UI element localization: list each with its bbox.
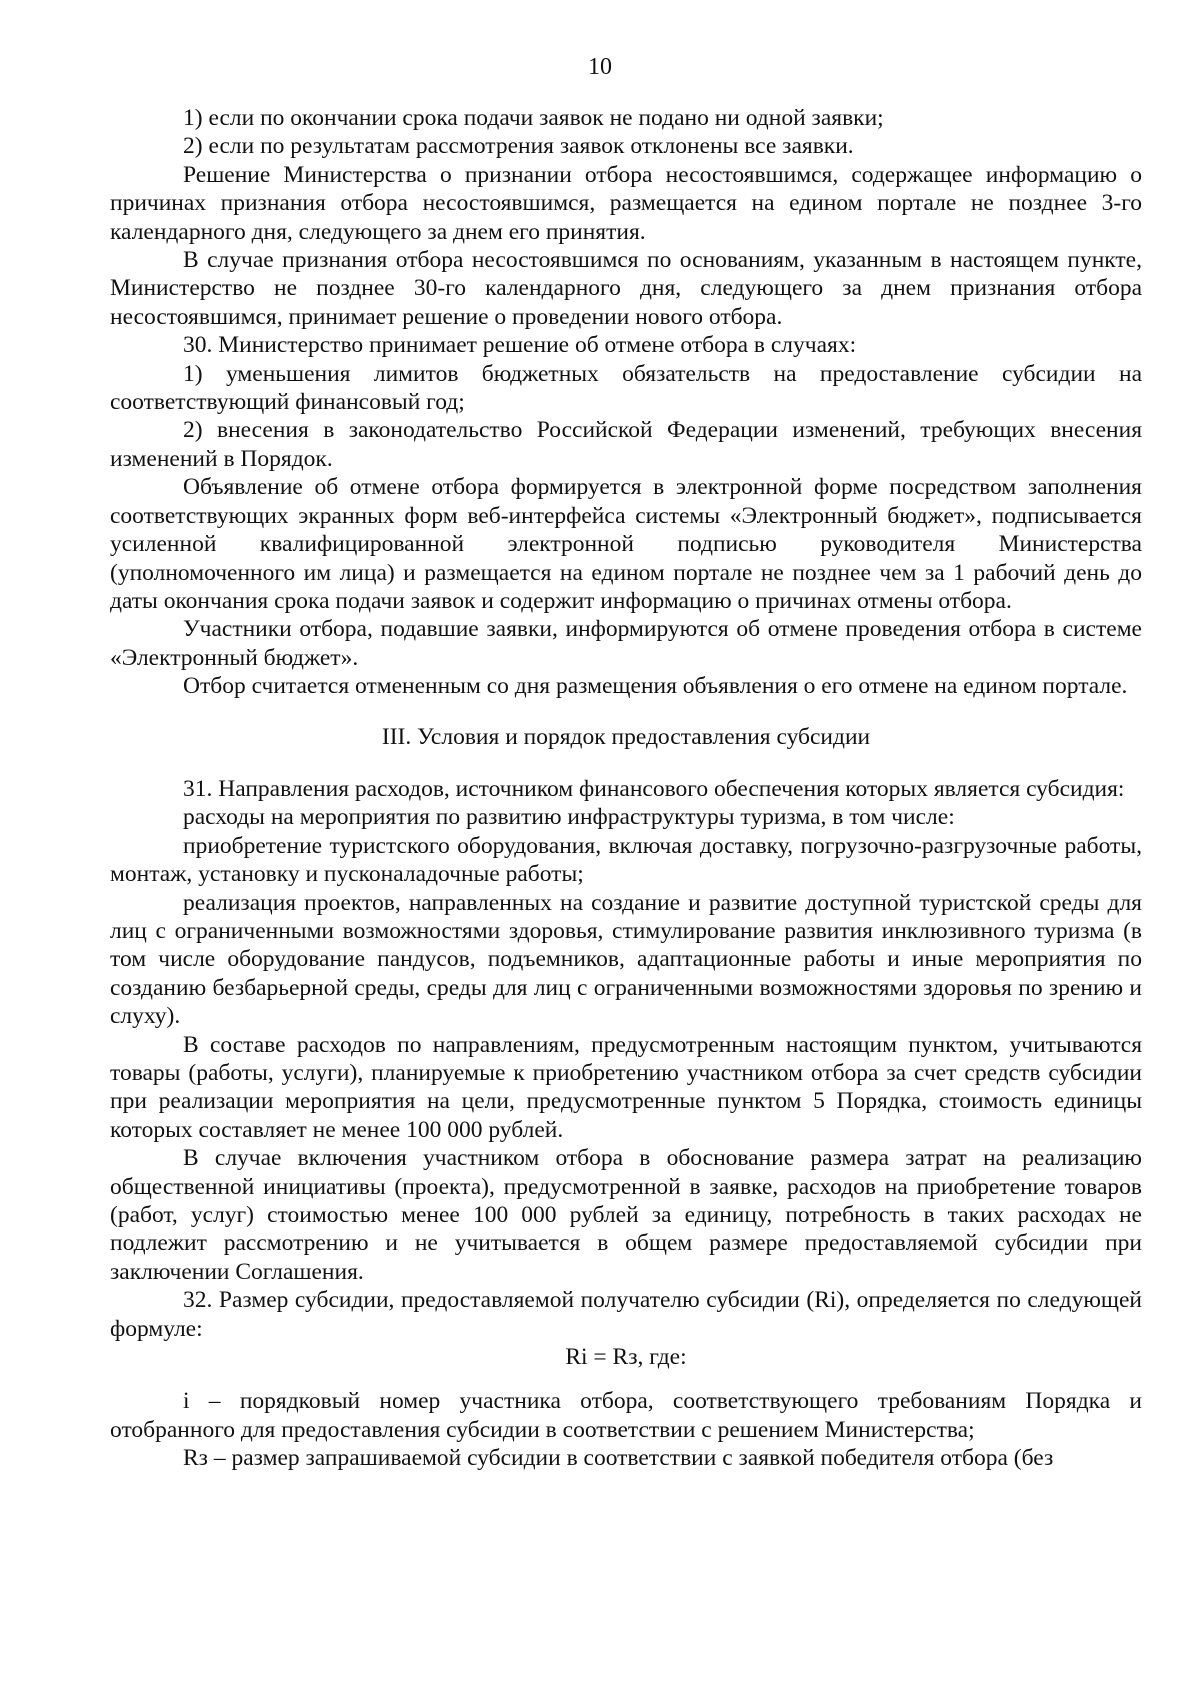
paragraph: Отбор считается отмененным со дня размещения объявления о его отмене на едином портале.	[183, 673, 1128, 700]
paragraph: 1) если по окончании срока подачи заявок не подано ни одной заявки;	[183, 105, 884, 131]
paragraph: 30. Министерство принимает решение об отмене отбора в случаях:	[183, 332, 857, 359]
paragraph: i – порядковый номер участника отбора, соответствующего требованиям Порядка и отобранного для предоставления субсидии в соответствии с решением Министерства;	[110, 1388, 1142, 1443]
section-heading: III. Условия и порядок предоставления субсидии	[381, 723, 871, 750]
page-number: 10	[588, 54, 612, 80]
paragraph: приобретение туристского оборудования, включая доставку, погрузочно-разгрузочные работы, монтаж, установку и пусконаладочные работы;	[110, 832, 1142, 888]
paragraph: Rз – размер запрашиваемой субсидии в соответствии с заявкой победителя отбора (без	[183, 1445, 1054, 1472]
paragraph: В составе расходов по направлениям, предусмотренным настоящим пунктом, учитываются товары (работы, услуги), планируемые к приобретению участником отбора за счет средств субсидии при реализации мероприятия на цели, предусмотренные пунктом 5 Порядка, стоимость единицы которых составляет не менее 100 000 рублей.	[110, 1031, 1142, 1143]
paragraph: Участники отбора, подавшие заявки, информируются об отмене проведения отбора в системе «Электронный бюджет».	[110, 616, 1142, 671]
paragraph: 2) если по результатам рассмотрения заявок отклонены все заявки.	[183, 133, 854, 160]
paragraph: Объявление об отмене отбора формируется в электронной форме посредством заполнения соответствующих экранных форм веб-интерфейса системы «Электронный бюджет», подписывается усиленной квалифицированной электронной подписью руководителя Министерства (уполномоченного им лица) и размещается на едином портале не позднее чем за 1 рабочий день до даты окончания срока подачи заявок и содержит информацию о причинах отмены отбора.	[110, 474, 1142, 614]
paragraph: Решение Министерства о признании отбора несостоявшимся, содержащее информацию о причинах признания отбора несостоявшимся, размещается на едином портале не позднее 3-го календарного дня, следующего за днем его принятия.	[110, 161, 1142, 245]
paragraph: расходы на мероприятия по развитию инфраструктуры туризма, в том числе:	[183, 804, 955, 831]
document-body	[110, 104, 1142, 1473]
formula: Ri = Rз, где:	[565, 1344, 687, 1371]
paragraph: В случае включения участником отбора в обоснование размера затрат на реализацию общественной инициативы (проекта), предусмотренной в заявке, расходов на приобретение товаров (работ, услуг) стоимостью менее 100 000 рублей за единицу, потребность в таких расходах не подлежит рассмотрению и не учитывается в общем размере предоставляемой субсидии при заключении Соглашения.	[110, 1145, 1142, 1285]
paragraph: 32. Размер субсидии, предоставляемой получателю субсидии (Ri), определяется по следующей формуле:	[110, 1287, 1142, 1342]
paragraph: 1) уменьшения лимитов бюджетных обязательств на предоставление субсидии на соответствующий финансовый год;	[110, 360, 1142, 416]
paragraph: В случае признания отбора несостоявшимся по основаниям, указанным в настоящем пункте, Министерство не позднее 30-го календарного дня, следующего за днем признания отбора несостоявшимся, принимает решение о проведении нового отбора.	[110, 247, 1142, 330]
paragraph: реализация проектов, направленных на создание и развитие доступной туристской среды для лиц с ограниченными возможностями здоровья, стимулирование развития инклюзивного туризма (в том числе оборудование пандусов, подъемников, адаптационные работы и иные мероприятия по созданию безбарьерной среды, среды для лиц с ограниченными возможностями здоровья по зрению и слуху).	[110, 889, 1142, 1030]
paragraph: 31. Направления расходов, источником финансового обеспечения которых является субсидия:	[183, 775, 1125, 802]
paragraph: 2) внесения в законодательство Российской Федерации изменений, требующих внесения изменений в Порядок.	[110, 417, 1142, 472]
